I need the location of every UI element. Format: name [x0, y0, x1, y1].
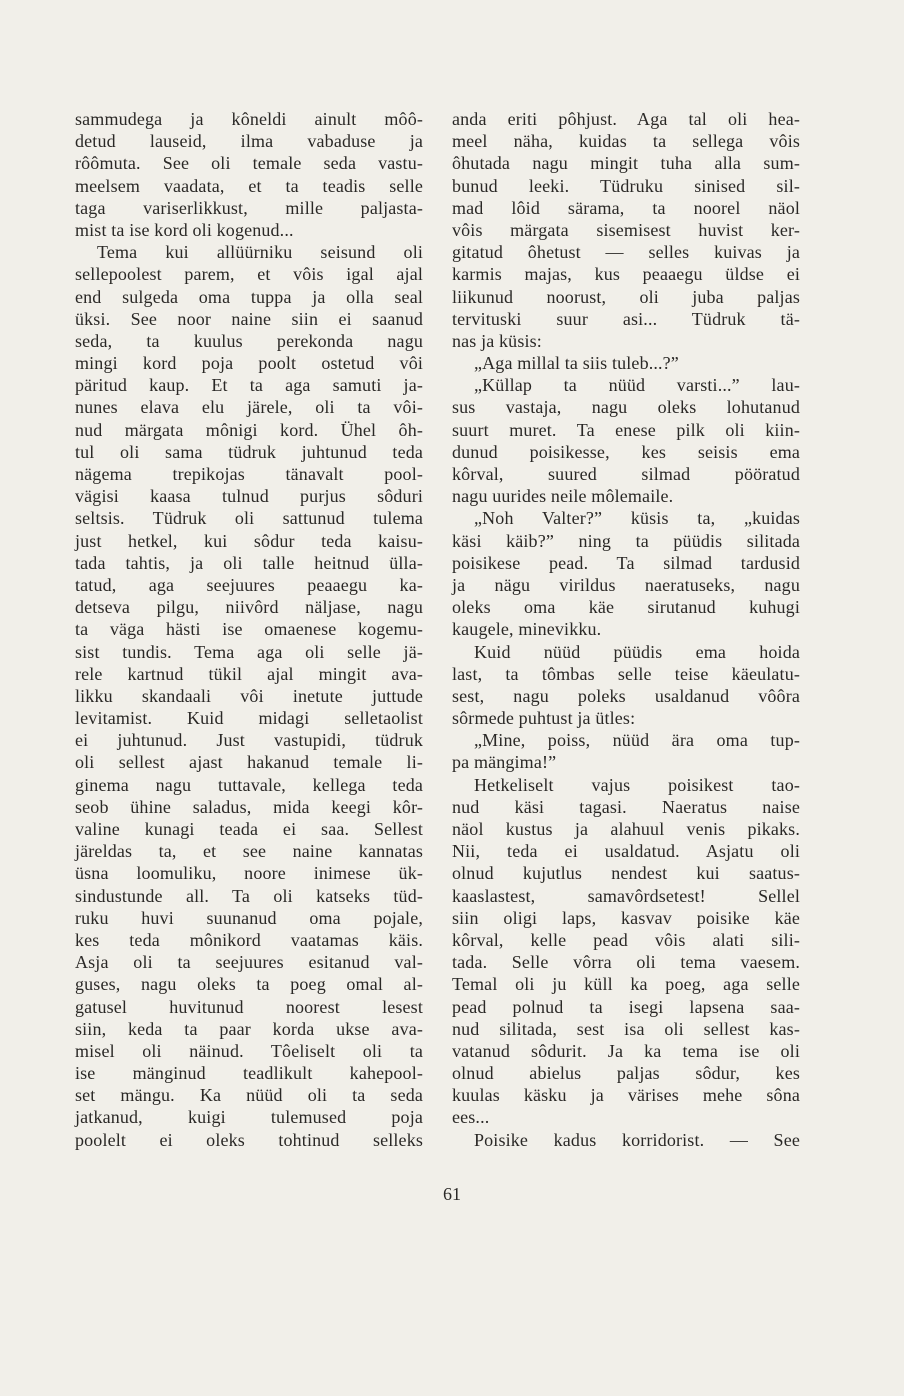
- text-line: sindustunde all. Ta oli katseks tüd-: [75, 885, 423, 906]
- text-line: ees...: [452, 1107, 490, 1128]
- text-line: ta väga hästi ise omaenese kogemu-: [75, 619, 423, 640]
- left-text-column: [75, 108, 423, 1151]
- text-line: ei juhtunud. Just vastupidi, tüdruk: [75, 730, 423, 751]
- text-line: olnud kujutlus nendest kui saatus-: [452, 863, 800, 884]
- text-line: just hetkel, kui sôdur teda kaisu-: [75, 530, 423, 551]
- text-line: vôis märgata sisemisest huvist ker-: [452, 219, 800, 240]
- text-line: taga variserlikkust, mille paljasta-: [75, 197, 423, 218]
- text-line: kaaslastest, samavôrdsetest! Sellel: [452, 885, 800, 906]
- text-line: sammudega ja kôneldi ainult môô-: [75, 109, 423, 129]
- text-line: jatkanud, kuigi tulemused poja: [75, 1107, 423, 1128]
- text-line: anda eriti pôhjust. Aga tal oli hea-: [452, 109, 800, 129]
- text-line: sist tundis. Tema aga oli selle jä-: [75, 641, 423, 662]
- text-line: rele kartnud tükil ajal mingit ava-: [75, 663, 423, 684]
- text-line: misel oli näinud. Tôeliselt oli ta: [75, 1040, 423, 1061]
- text-line: karmis majas, kus peaaegu üldse ei: [452, 264, 800, 285]
- text-line: pa mängima!”: [452, 752, 557, 773]
- text-line: tul oli sama tüdruk juhtunud teda: [75, 441, 423, 462]
- text-line: Nii, teda ei usaldatud. Asjatu oli: [452, 841, 800, 862]
- text-line: mist ta ise kord oli kogenud...: [75, 219, 294, 240]
- text-line: mad lôid särama, ta noorel näol: [452, 197, 800, 218]
- text-line: nas ja küsis:: [452, 330, 542, 351]
- text-line: kôrval, kelle pead vôis alati sili-: [452, 929, 800, 950]
- text-line: seltsis. Tüdruk oli sattunud tulema: [75, 508, 423, 529]
- text-line: gatusel huvitunud noorest lesest: [75, 996, 423, 1017]
- text-line: poisikese pead. Ta silmad tardusid: [452, 552, 800, 573]
- text-line: dunud poisikesse, kes seisis ema: [452, 441, 800, 462]
- text-line: ôhutada nagu mingit tuha alla sum-: [452, 153, 800, 174]
- text-line: vägisi kaasa tulnud purjus sôduri: [75, 486, 423, 507]
- text-line: Temal oli ju küll ka poeg, aga selle: [452, 974, 800, 995]
- text-line: meelsem vaadata, et ta teadis selle: [75, 175, 423, 196]
- text-line: tada. Selle vôrra oli tema vaesem.: [452, 952, 800, 973]
- text-line: sest, nagu poleks usaldanud vôôra: [452, 685, 800, 706]
- text-line: oleks oma käe sirutanud kuhugi: [452, 597, 800, 618]
- text-line: meel näha, kuidas ta sellega vôis: [452, 131, 800, 152]
- text-line: „Mine, poiss, nüüd ära oma tup-: [474, 730, 800, 751]
- page-number: 61: [443, 1184, 461, 1204]
- text-line: detseva pilgu, niivôrd näljase, nagu: [75, 597, 423, 618]
- text-line: nud käsi tagasi. Naeratus naise: [452, 796, 800, 817]
- text-line: nunes elava elu järele, oli ta vôi-: [75, 397, 423, 418]
- text-line: levitamist. Kuid midagi selletaolist: [75, 708, 423, 729]
- text-line: päritud kaup. Et ta aga samuti ja-: [75, 375, 423, 396]
- text-line: Tema kui allüürniku seisund oli: [97, 242, 423, 263]
- text-line: nägema trepikojas tänavalt pool-: [75, 464, 423, 484]
- text-line: ja nägu virildus naeratuseks, nagu: [452, 574, 800, 595]
- text-line: sellepoolest parem, et vôis igal ajal: [75, 264, 423, 285]
- text-line: tatud, aga seejuures peaaegu ka-: [75, 574, 423, 595]
- text-line: poolelt ei oleks tohtinud selleks: [75, 1129, 423, 1150]
- text-line: käsi käib?” ning ta püüdis silitada: [452, 530, 800, 551]
- text-line: guses, nagu oleks ta poeg omal al-: [75, 974, 423, 995]
- text-line: valine kunagi teada ei saa. Sellest: [75, 819, 423, 839]
- text-line: sôrmede puhtust ja ütles:: [452, 708, 636, 729]
- text-line: kôrval, suured silmad pööratud: [452, 464, 800, 484]
- text-line: kes teda mônikord vaatamas käis.: [75, 929, 423, 950]
- text-line: likku skandaali vôi inetute juttude: [75, 685, 423, 706]
- text-line: mingi kord poja poolt ostetud vôi: [75, 353, 423, 374]
- text-line: Hetkeliselt vajus poisikest tao-: [474, 774, 800, 795]
- text-line: seob ühine saladus, mida keegi kôr-: [75, 796, 423, 817]
- text-line: Asja oli ta seejuures esitanud val-: [75, 952, 423, 973]
- text-line: last, ta tômbas selle teise käeulatu-: [452, 663, 800, 684]
- text-line: nud märgata mônigi kord. Ühel ôh-: [75, 419, 423, 440]
- text-line: end sulgeda oma tuppa ja olla seal: [75, 286, 423, 307]
- text-line: „Noh Valter?” küsis ta, „kuidas: [474, 508, 800, 529]
- text-line: tervituski suur asi... Tüdruk tä-: [452, 308, 800, 329]
- text-line: kuulas käsku ja värises mehe sôna: [452, 1085, 800, 1106]
- text-line: „Küllap ta nüüd varsti...” lau-: [474, 375, 800, 396]
- text-line: vatanud sôdurit. Ja ka tema ise oli: [452, 1040, 800, 1061]
- text-line: gitatud ôhetust — selles kuivas ja: [452, 242, 800, 263]
- text-line: seda, ta kuulus perekonda nagu: [75, 330, 423, 351]
- text-line: Poisike kadus korridorist. — See: [474, 1129, 800, 1150]
- text-line: bunud leeki. Tüdruku sinised sil-: [452, 175, 800, 196]
- text-line: ise mänginud teadlikult kahepool-: [75, 1063, 423, 1084]
- text-line: „Aga millal ta siis tuleb...?”: [474, 353, 679, 374]
- text-line: ginema nagu tuttavale, kellega teda: [75, 774, 423, 795]
- text-line: suurt muret. Ta enese pilk oli kiin-: [452, 419, 800, 440]
- text-line: olnud abielus paljas sôdur, kes: [452, 1063, 800, 1084]
- text-line: Kuid nüüd püüdis ema hoida: [474, 641, 800, 662]
- text-line: ruku huvi suunanud oma pojale,: [75, 907, 423, 928]
- text-line: nagu uurides neile môlemaile.: [452, 486, 674, 507]
- text-line: järeldas ta, et see naine kannatas: [75, 841, 423, 862]
- text-line: kaugele, minevikku.: [452, 619, 602, 640]
- text-line: sus vastaja, nagu oleks lohutanud: [452, 397, 800, 418]
- text-line: pead polnud ta isegi lapsena saa-: [452, 996, 800, 1017]
- text-line: üsna loomuliku, noore inimese ük-: [75, 863, 423, 884]
- text-line: üksi. See noor naine siin ei saanud: [75, 308, 423, 329]
- text-line: näol kustus ja alahuul venis pikaks.: [452, 819, 800, 839]
- text-line: liikunud noorust, oli juba paljas: [452, 286, 800, 307]
- text-line: detud lauseid, ilma vabaduse ja: [75, 131, 423, 152]
- text-line: siin, keda ta paar korda ukse ava-: [75, 1018, 423, 1039]
- text-line: siin oligi laps, kasvav poisike käe: [452, 907, 800, 928]
- text-line: oli sellest ajast hakanud temale li-: [75, 752, 423, 773]
- right-text-column: [452, 108, 800, 1151]
- text-line: set mängu. Ka nüüd oli ta seda: [75, 1085, 423, 1106]
- text-line: tada tahtis, ja oli talle heitnud ülla-: [75, 552, 423, 573]
- text-line: nud silitada, sest isa oli sellest kas-: [452, 1018, 800, 1039]
- text-line: rôômuta. See oli temale seda vastu-: [75, 153, 423, 174]
